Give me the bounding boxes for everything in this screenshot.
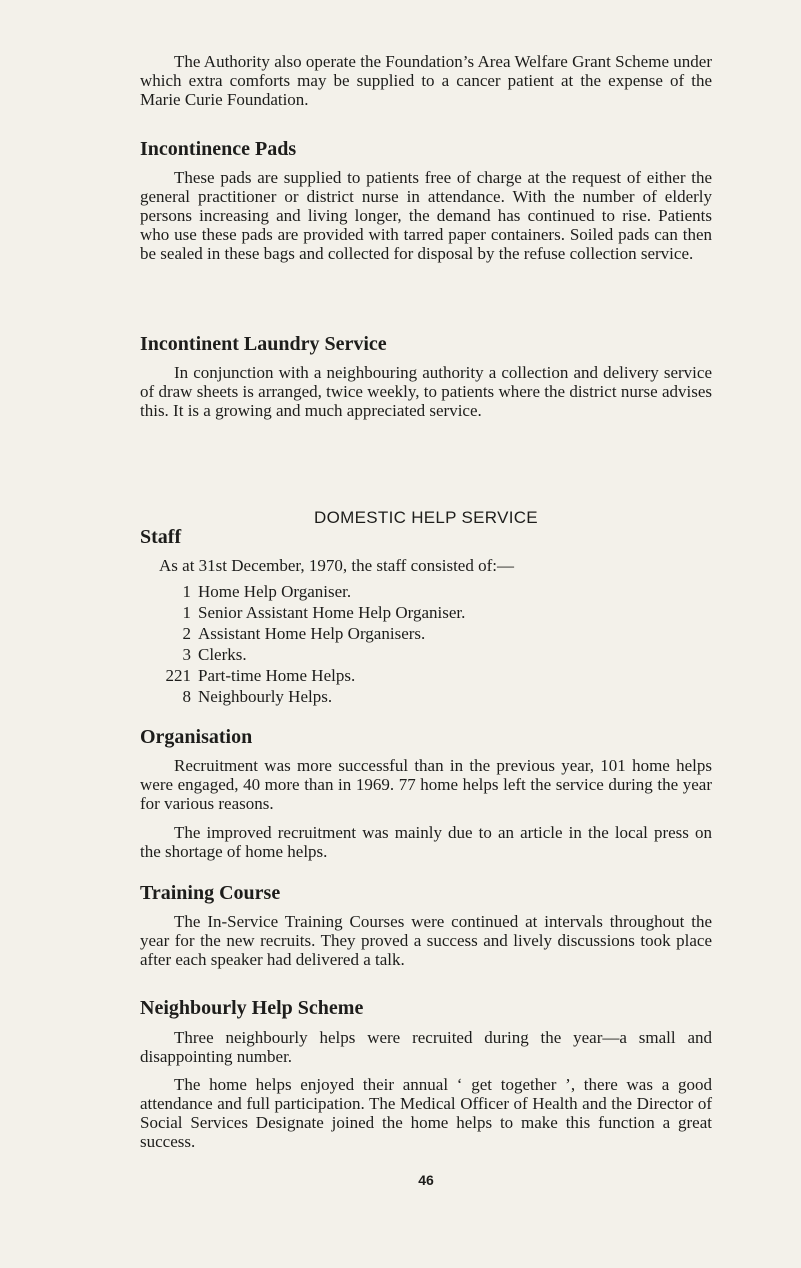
neighbourly-paragraph-2: The home helps enjoyed their annual ‘ get together ’, there was a good attendance and full participation. The Medical Officer of Health and the Director of Social Services Designate joined the home helps to make this function a great success.: [140, 1075, 712, 1151]
organisation-paragraph-1: Recruitment was more successful than in the previous year, 101 home helps were engaged, 40 more than in 1969. 77 home helps left the service during the year for various reasons.: [140, 756, 712, 813]
staff-count: 1: [182, 582, 191, 601]
training-heading: Training Course: [140, 882, 281, 904]
domestic-help-title: DOMESTIC HELP SERVICE: [314, 508, 538, 527]
organisation-heading: Organisation: [140, 726, 253, 748]
staff-role: Neighbourly Helps.: [198, 687, 333, 706]
laundry-heading: Incontinent Laundry Service: [140, 333, 387, 355]
neighbourly-heading: Neighbourly Help Scheme: [140, 997, 364, 1019]
staff-item: [140, 644, 712, 665]
incontinence-paragraph: These pads are supplied to patients free of charge at the request of either the general practitioner or district nurse in attendance. With the number of elderly persons increasing and living longer, the demand has continued to rise. Patients who use these pads are provided with tarred paper containers. Soiled pads can then be sealed in these bags and collected for disposal by the refuse collection service.: [140, 168, 712, 263]
staff-count: 2: [182, 624, 191, 643]
staff-role: Clerks.: [198, 645, 247, 664]
staff-item: [140, 581, 712, 602]
staff-count: 221: [165, 666, 191, 685]
staff-count: 3: [182, 645, 191, 664]
laundry-paragraph: In conjunction with a neighbouring authority a collection and delivery service of draw sheets is arranged, twice weekly, to patients where the district nurse advises this. It is a growing and much appreciated service.: [140, 363, 712, 420]
staff-count: 8: [182, 687, 191, 706]
staff-role: Home Help Organiser.: [198, 582, 352, 601]
staff-role: Assistant Home Help Organisers.: [198, 624, 426, 643]
staff-list: [140, 581, 712, 707]
incontinence-heading: Incontinence Pads: [140, 138, 297, 160]
staff-role: Senior Assistant Home Help Organiser.: [198, 603, 466, 622]
staff-heading: Staff: [140, 526, 182, 548]
staff-intro: As at 31st December, 1970, the staff consisted of:—: [159, 556, 514, 575]
organisation-paragraph-2: The improved recruitment was mainly due to an article in the local press on the shortage of home helps.: [140, 823, 712, 861]
training-paragraph: The In-Service Training Courses were continued at intervals throughout the year for the new recruits. They proved a success and lively discussions took place after each speaker had delivered a talk.: [140, 912, 712, 969]
neighbourly-paragraph-1: Three neighbourly helps were recruited during the year—a small and disappointing number.: [140, 1028, 712, 1066]
staff-item: [140, 665, 712, 686]
staff-item: [140, 623, 712, 644]
staff-role: Part-time Home Helps.: [198, 666, 356, 685]
intro-paragraph: The Authority also operate the Foundation’s Area Welfare Grant Scheme under which extra comforts may be supplied to a cancer patient at the expense of the Marie Curie Foundation.: [140, 52, 712, 109]
staff-item: [140, 602, 712, 623]
page-number: 46: [418, 1172, 434, 1188]
staff-item: [140, 686, 712, 707]
staff-count: 1: [182, 603, 191, 622]
